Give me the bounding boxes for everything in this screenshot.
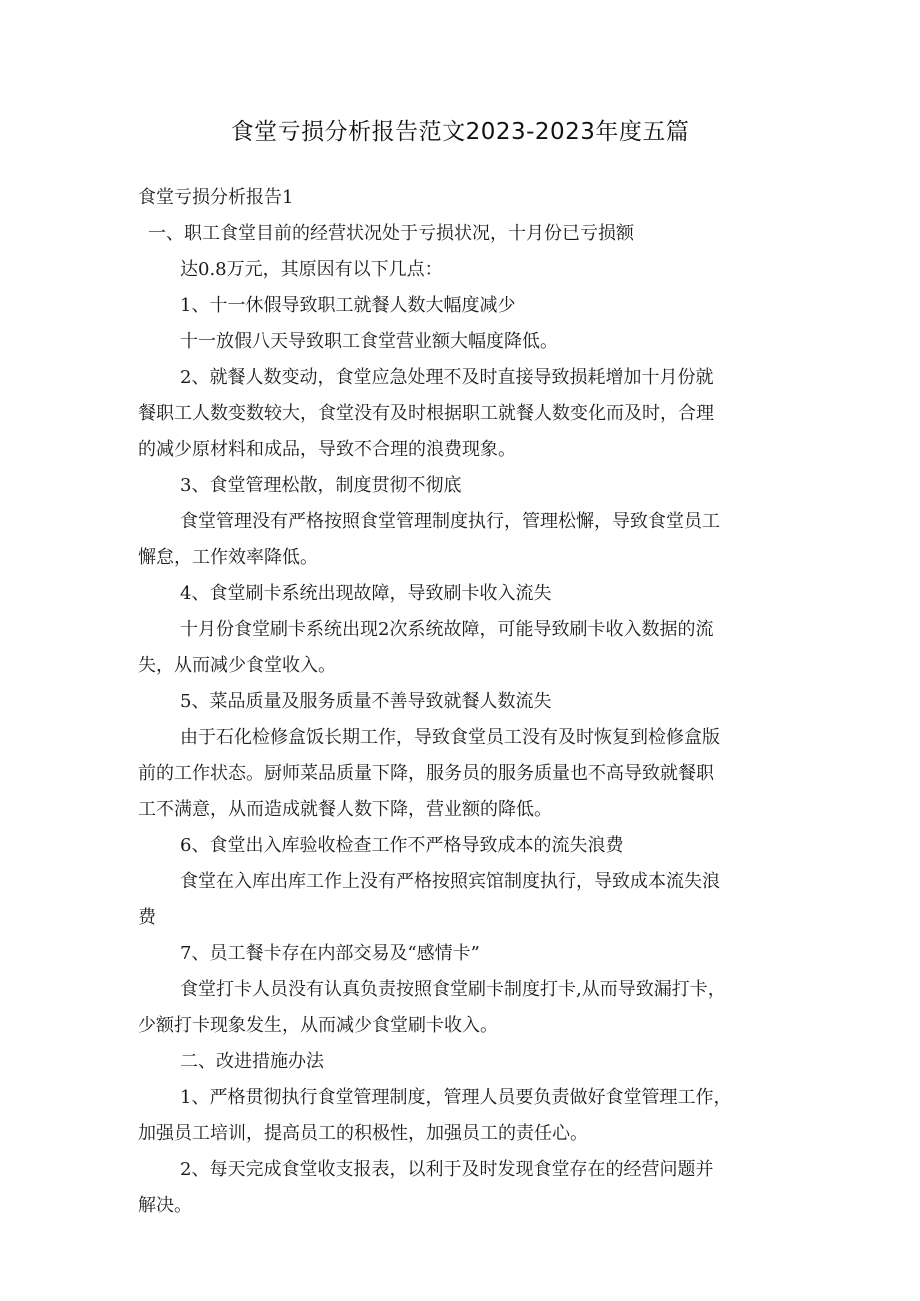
paragraph-line: 达0.8万元，其原因有以下几点： [180, 259, 443, 280]
paragraph-line: 的减少原材料和成品，导致不合理的浪费现象。 [138, 439, 516, 460]
item-heading: 4、食堂刷卡系统出现故障，导致刷卡收入流失 [180, 583, 552, 604]
paragraph-line: 食堂在入库出库工作上没有严格按照宾馆制度执行，导致成本流失浪 [180, 871, 720, 892]
paragraph-line: 失，从而减少食堂收入。 [138, 655, 336, 676]
document-body [138, 180, 786, 1224]
paragraph-line: 十月份食堂刷卡系统出现2次系统故障，可能导致刷卡收入数据的流 [180, 619, 714, 640]
document-title: 食堂亏损分析报告范文2023-2023年度五篇 [230, 119, 690, 145]
item-heading: 6、食堂出入库验收检查工作不严格导致成本的流失浪费 [180, 835, 624, 856]
item-heading: 2、就餐人数变动，食堂应急处理不及时直接导致损耗增加十月份就 [180, 367, 714, 388]
paragraph-line: 费 [138, 907, 156, 928]
paragraph-line: 由于石化检修盒饭长期工作，导致食堂员工没有及时恢复到检修盒版 [180, 727, 720, 748]
item-heading: 1、十一休假导致职工就餐人数大幅度减少 [180, 295, 516, 316]
section-heading: 二、改进措施办法 [180, 1051, 324, 1072]
paragraph-line: 解决。 [138, 1195, 192, 1216]
paragraph-line: 食堂打卡人员没有认真负责按照食堂刷卡制度打卡,从而导致漏打卡， [180, 979, 726, 1000]
paragraph-line: 加强员工培训，提高员工的积极性，加强员工的责任心。 [138, 1123, 588, 1144]
paragraph-line: 少额打卡现象发生，从而减少食堂刷卡收入。 [138, 1015, 498, 1036]
paragraph-line: 前的工作状态。厨师菜品质量下降，服务员的服务质量也不高导致就餐职 [138, 763, 714, 784]
paragraph-line: 餐职工人数变数较大，食堂没有及时根据职工就餐人数变化而及时，合理 [138, 403, 714, 424]
item-heading: 5、菜品质量及服务质量不善导致就餐人数流失 [180, 691, 552, 712]
paragraph-line: 十一放假八天导致职工食堂营业额大幅度降低。 [180, 331, 558, 352]
paragraph-line: 食堂管理没有严格按照食堂管理制度执行，管理松懈，导致食堂员工 [180, 511, 720, 532]
section-heading: 食堂亏损分析报告1 [138, 187, 294, 208]
item-heading: 3、食堂管理松散，制度贯彻不彻底 [180, 475, 462, 496]
paragraph-line: 一、职工食堂目前的经营状况处于亏损状况，十月份已亏损额 [148, 223, 634, 244]
item-heading: 7、员工餐卡存在内部交易及“感情卡” [180, 943, 480, 964]
item-heading: 1、严格贯彻执行食堂管理制度，管理人员要负责做好食堂管理工作， [180, 1087, 732, 1108]
paragraph-line: 工不满意，从而造成就餐人数下降，营业额的降低。 [138, 799, 552, 820]
paragraph-line: 懈怠，工作效率降低。 [138, 547, 318, 568]
item-heading: 2、每天完成食堂收支报表，以利于及时发现食堂存在的经营问题并 [180, 1159, 714, 1180]
